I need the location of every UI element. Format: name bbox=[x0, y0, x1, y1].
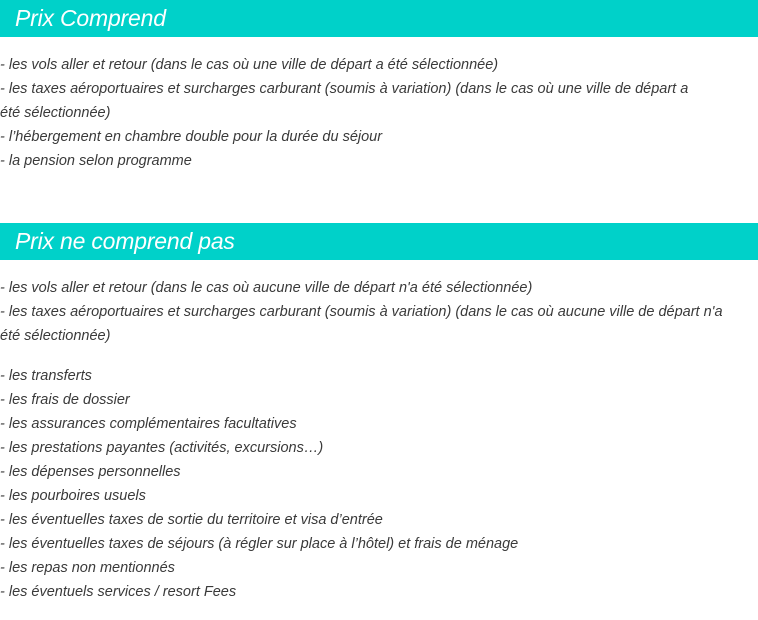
list-item: - les taxes aéroportuaires et surcharges carburant (soumis à variation) (dans le cas où une ville de départ a été sélectionnée) bbox=[0, 81, 689, 121]
list-item: - les vols aller et retour (dans le cas où une ville de départ a été sélectionnée) bbox=[0, 57, 499, 73]
excluded-list-other bbox=[0, 364, 758, 604]
excluded-section-header bbox=[0, 223, 758, 260]
list-item: - l’hébergement en chambre double pour la durée du séjour bbox=[0, 129, 383, 145]
excluded-list-flights bbox=[0, 276, 758, 348]
list-item: - les éventuels services / resort Fees bbox=[0, 584, 237, 600]
included-title: Prix Comprend bbox=[15, 5, 166, 31]
list-item: - la pension selon programme bbox=[0, 153, 192, 169]
included-list bbox=[0, 53, 758, 173]
list-item: - les prestations payantes (activités, excursions…) bbox=[0, 440, 324, 456]
list-item: - les repas non mentionnés bbox=[0, 560, 175, 576]
excluded-title: Prix ne comprend pas bbox=[15, 228, 235, 254]
included-section-header bbox=[0, 0, 758, 37]
list-item: - les taxes aéroportuaires et surcharges carburant (soumis à variation) (dans le cas où aucune ville de départ n'a été sélectionnée) bbox=[0, 304, 723, 344]
list-item: - les transferts bbox=[0, 368, 92, 384]
list-item: - les dépenses personnelles bbox=[0, 464, 181, 480]
list-item: - les éventuelles taxes de séjours (à régler sur place à l’hôtel) et frais de ménage bbox=[0, 536, 519, 552]
list-item: - les frais de dossier bbox=[0, 392, 130, 408]
list-item: - les éventuelles taxes de sortie du territoire et visa d’entrée bbox=[0, 512, 383, 528]
list-item: - les vols aller et retour (dans le cas où aucune ville de départ n'a été sélectionnée) bbox=[0, 280, 533, 296]
list-item: - les pourboires usuels bbox=[0, 488, 146, 504]
list-item: - les assurances complémentaires facultatives bbox=[0, 416, 297, 432]
